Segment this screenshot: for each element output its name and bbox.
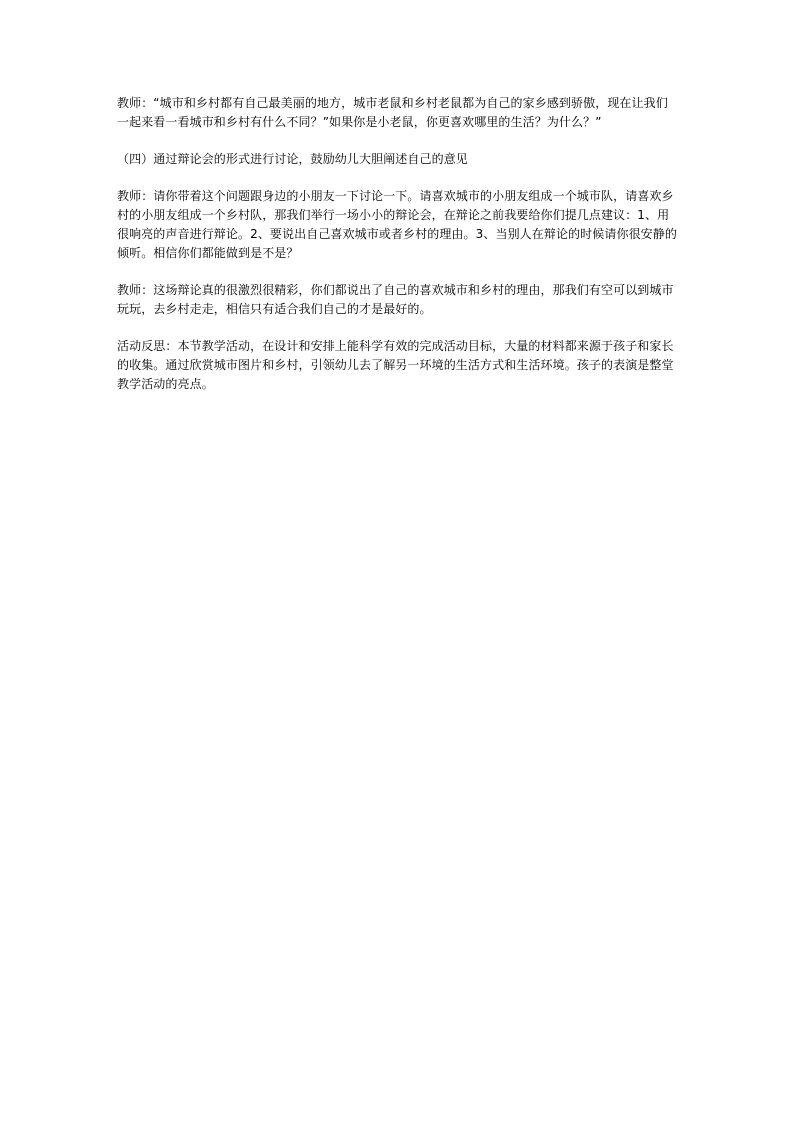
paragraph-teacher-debate-instructions: 教师：请你带着这个问题跟身边的小朋友一下讨论一下。请喜欢城市的小朋友组成一个城市队，请喜欢乡村的小朋友组成一个乡村队，那我们举行一场小小的辩论会，在辩论之前我要给你们提几点建议：1、用很响亮的声音进行辩论。2、要说出自己喜欢城市或者乡村的理由。3、当别人在辩论的时候请你很安静的倾听。相信你们都能做到是不是？ — [117, 189, 677, 260]
section-heading-debate: （四）通过辩论会的形式进行讨论，鼓励幼儿大胆阐述自己的意见 — [117, 152, 468, 166]
paragraph-teacher-intro: 教师：“城市和乡村都有自己最美丽的地方，城市老鼠和乡村老鼠都为自己的家乡感到骄傲，现在让我们一起来看一看城市和乡村有什么不同？”如果你是小老鼠，你更喜欢哪里的生活？为什么？” — [117, 96, 668, 129]
document-page — [117, 94, 679, 394]
paragraph-spacer — [117, 263, 679, 281]
paragraph-spacer — [117, 132, 679, 150]
paragraph-spacer — [117, 319, 679, 337]
paragraph-teacher-conclusion: 教师：这场辩论真的很激烈很精彩，你们都说出了自己的喜欢城市和乡村的理由，那我们有空可以到城市玩玩，去乡村走走，相信只有适合我们自己的才是最好的。 — [117, 283, 674, 316]
paragraph-activity-reflection: 活动反思：本节教学活动，在设计和安排上能科学有效的完成活动目标，大量的材料都来源于孩子和家长的收集。通过欣赏城市图片和乡村，引领幼儿去了解另一环境的生活方式和生活环境。孩子的表演是整堂教学活动的亮点。 — [117, 339, 674, 391]
paragraph-spacer — [117, 169, 679, 187]
